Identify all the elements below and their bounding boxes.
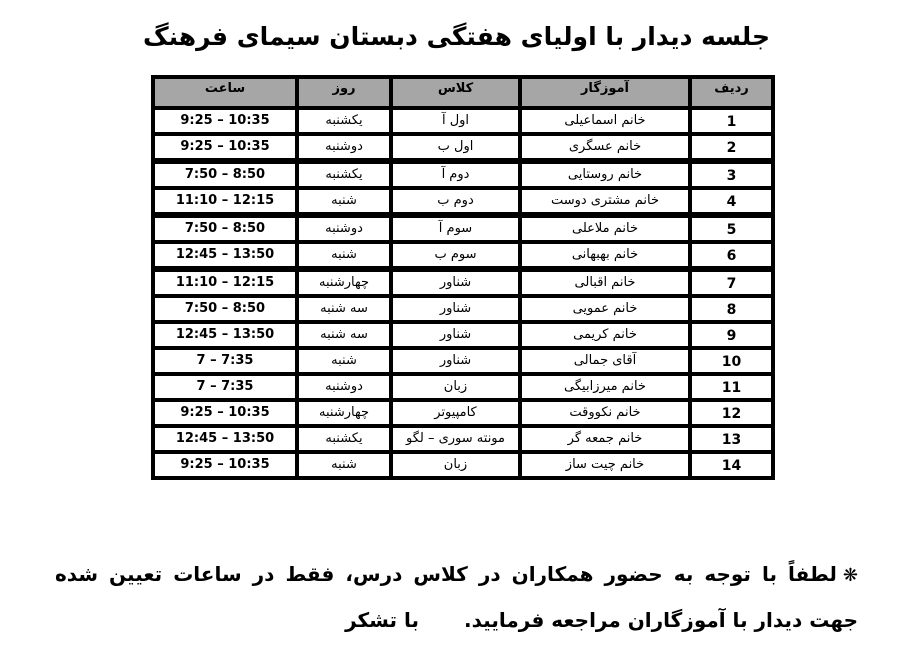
- cell-time: 9:25 – 10:35: [153, 134, 297, 160]
- cell-row-number: 7: [690, 268, 773, 296]
- cell-teacher: خانم بهبهانی: [520, 242, 690, 268]
- cell-day: دوشنبه: [297, 214, 391, 242]
- page-title: جلسه دیدار با اولیای هفتگی دبستان سیمای فرهنگ: [142, 22, 770, 51]
- cell-day: یکشنبه: [297, 108, 391, 134]
- cell-row-number: 11: [690, 374, 773, 400]
- column-header-teacher: آموزگار: [520, 77, 690, 108]
- cell-day: شنبه: [297, 242, 391, 268]
- cell-class: زبان: [391, 452, 520, 478]
- table-row: [153, 160, 773, 188]
- cell-teacher: خانم اسماعیلی: [520, 108, 690, 134]
- table-row: [153, 374, 773, 400]
- column-header-day: روز: [297, 77, 391, 108]
- table-row: [153, 426, 773, 452]
- cell-day: سه شنبه: [297, 296, 391, 322]
- cell-teacher: خانم چیت ساز: [520, 452, 690, 478]
- table-row: [153, 400, 773, 426]
- cell-day: یکشنبه: [297, 160, 391, 188]
- cell-row-number: 3: [690, 160, 773, 188]
- schedule-table: [151, 75, 775, 480]
- cell-day: یکشنبه: [297, 426, 391, 452]
- cell-teacher: خانم میرزابیگی: [520, 374, 690, 400]
- cell-time: 11:10 – 12:15: [153, 268, 297, 296]
- cell-class: دوم آ: [391, 160, 520, 188]
- cell-row-number: 13: [690, 426, 773, 452]
- cell-row-number: 14: [690, 452, 773, 478]
- cell-day: شنبه: [297, 188, 391, 214]
- cell-class: شناور: [391, 296, 520, 322]
- cell-teacher: خانم مشتری دوست: [520, 188, 690, 214]
- cell-teacher: آقای جمالی: [520, 348, 690, 374]
- cell-row-number: 9: [690, 322, 773, 348]
- column-header-row-number: ردیف: [690, 77, 773, 108]
- note-text: لطفاً با توجه به حضور همکاران در کلاس درس، فقط در ساعات تعیین شده جهت دیدار با آموزگاران مراجعه فرمایید.: [55, 562, 858, 632]
- cell-teacher: خانم عسگری: [520, 134, 690, 160]
- cell-time: 9:25 – 10:35: [153, 400, 297, 426]
- cell-teacher: خانم کریمی: [520, 322, 690, 348]
- schedule-body: [153, 108, 773, 478]
- cell-teacher: خانم جمعه گر: [520, 426, 690, 452]
- table-row: [153, 188, 773, 214]
- column-header-class: کلاس: [391, 77, 520, 108]
- cell-time: 7:50 – 8:50: [153, 296, 297, 322]
- table-row: [153, 268, 773, 296]
- cell-day: دوشنبه: [297, 134, 391, 160]
- cell-teacher: خانم ملاعلی: [520, 214, 690, 242]
- cell-day: شنبه: [297, 452, 391, 478]
- table-row: [153, 348, 773, 374]
- cell-row-number: 5: [690, 214, 773, 242]
- cell-class: مونته سوری – لگو: [391, 426, 520, 452]
- cell-row-number: 12: [690, 400, 773, 426]
- asterisk-icon: ❋: [842, 565, 858, 586]
- cell-class: شناور: [391, 322, 520, 348]
- cell-teacher: خانم روستایی: [520, 160, 690, 188]
- cell-class: کامپیوتر: [391, 400, 520, 426]
- cell-row-number: 1: [690, 108, 773, 134]
- cell-teacher: خانم نکووقت: [520, 400, 690, 426]
- table-row: [153, 452, 773, 478]
- thanks-text: با تشکر: [345, 608, 420, 632]
- cell-row-number: 2: [690, 134, 773, 160]
- table-row: [153, 108, 773, 134]
- table-row: [153, 134, 773, 160]
- table-row: [153, 242, 773, 268]
- cell-row-number: 6: [690, 242, 773, 268]
- cell-time: 9:25 – 10:35: [153, 452, 297, 478]
- cell-teacher: خانم عمویی: [520, 296, 690, 322]
- table-row: [153, 214, 773, 242]
- cell-row-number: 10: [690, 348, 773, 374]
- cell-day: دوشنبه: [297, 374, 391, 400]
- cell-time: 11:10 – 12:15: [153, 188, 297, 214]
- cell-time: 7:50 – 8:50: [153, 160, 297, 188]
- cell-day: چهارشنبه: [297, 268, 391, 296]
- cell-day: شنبه: [297, 348, 391, 374]
- cell-time: 7:50 – 8:50: [153, 214, 297, 242]
- cell-time: 7 – 7:35: [153, 348, 297, 374]
- cell-class: اول ب: [391, 134, 520, 160]
- table-row: [153, 296, 773, 322]
- cell-class: سوم ب: [391, 242, 520, 268]
- cell-time: 12:45 – 13:50: [153, 242, 297, 268]
- cell-class: زبان: [391, 374, 520, 400]
- table-header-row: [153, 77, 773, 108]
- cell-time: 12:45 – 13:50: [153, 322, 297, 348]
- cell-day: سه شنبه: [297, 322, 391, 348]
- cell-class: اول آ: [391, 108, 520, 134]
- cell-time: 12:45 – 13:50: [153, 426, 297, 452]
- footer-note: [55, 552, 858, 643]
- cell-time: 9:25 – 10:35: [153, 108, 297, 134]
- cell-class: دوم ب: [391, 188, 520, 214]
- cell-time: 7 – 7:35: [153, 374, 297, 400]
- cell-teacher: خانم اقبالی: [520, 268, 690, 296]
- cell-class: شناور: [391, 268, 520, 296]
- table-row: [153, 322, 773, 348]
- cell-row-number: 4: [690, 188, 773, 214]
- cell-day: چهارشنبه: [297, 400, 391, 426]
- cell-class: شناور: [391, 348, 520, 374]
- column-header-time: ساعت: [153, 77, 297, 108]
- cell-class: سوم آ: [391, 214, 520, 242]
- cell-row-number: 8: [690, 296, 773, 322]
